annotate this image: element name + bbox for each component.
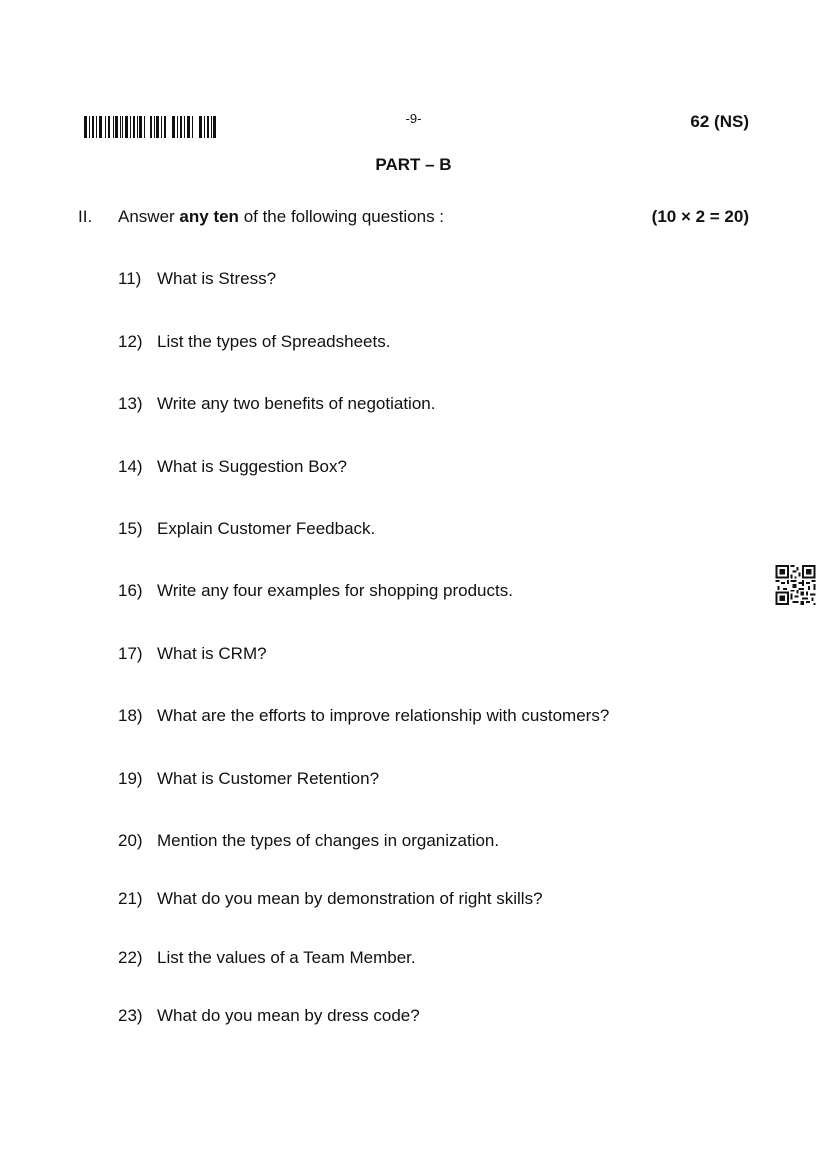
- page-number: -9-: [405, 111, 422, 126]
- part-title: PART – B: [375, 155, 452, 174]
- question-item: 22) List the values of a Team Member.: [118, 948, 416, 967]
- section-number: II.: [78, 207, 93, 226]
- question-item: 14) What is Suggestion Box?: [118, 457, 347, 476]
- question-item: 18) What are the efforts to improve relationship with customers?: [118, 706, 610, 725]
- question-item: 19) What is Customer Retention?: [118, 769, 380, 788]
- question-item: 11) What is Stress?: [118, 269, 277, 288]
- question-item: 20) Mention the types of changes in organization.: [118, 831, 500, 850]
- question-item: 16) Write any four examples for shopping products.: [118, 581, 513, 600]
- question-item: 17) What is CRM?: [118, 644, 267, 663]
- question-item: 23) What do you mean by dress code?: [118, 1006, 420, 1025]
- question-item: 13) Write any two benefits of negotiation.: [118, 394, 436, 413]
- marks-allocation: (10 × 2 = 20): [651, 207, 749, 226]
- question-item: 15) Explain Customer Feedback.: [118, 519, 376, 538]
- paper-code: 62 (NS): [690, 112, 749, 131]
- qr-code: [775, 565, 816, 605]
- section-instruction: Answer any ten of the following questions :: [118, 207, 445, 226]
- question-item: 21) What do you mean by demonstration of right skills?: [118, 889, 543, 908]
- question-item: 12) List the types of Spreadsheets.: [118, 332, 391, 351]
